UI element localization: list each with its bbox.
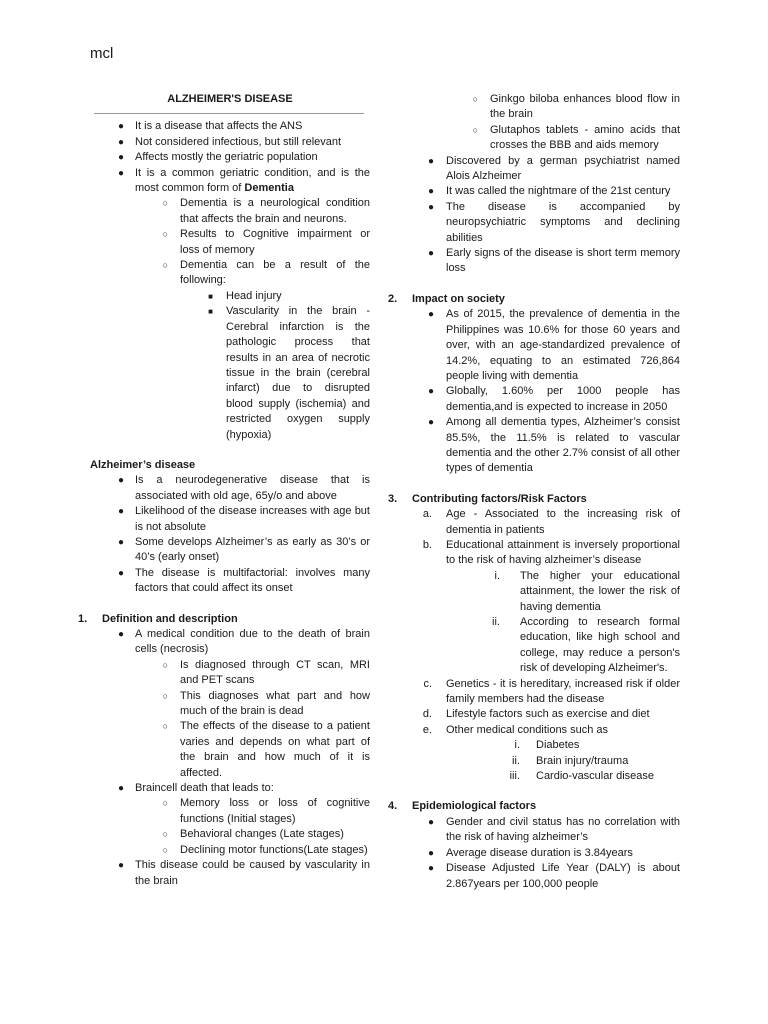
alzheimers-heading: Alzheimer’s disease xyxy=(90,458,196,471)
list-item: ● Braincell death that leads to: xyxy=(78,781,370,796)
bullet-icon: ● xyxy=(117,629,124,640)
circle-bullet-icon: ○ xyxy=(162,690,168,701)
circle-bullet-icon: ○ xyxy=(472,124,478,135)
square-bullet-icon: ■ xyxy=(208,291,213,301)
list-item: ○ Behavioral changes (Late stages) xyxy=(78,827,370,842)
list-item: ● The disease is multifactorial: involves many factors that could affect its onset xyxy=(78,566,370,597)
bullet-icon: ● xyxy=(117,860,124,872)
list-item: ● A medical condition due to the death of brain cells (necrosis) xyxy=(78,627,370,658)
alzheimers-list xyxy=(78,473,370,596)
list-item: ○ This diagnoses what part and how much of the brain is dead xyxy=(78,689,370,720)
list-item: ● Some develops Alzheimer’s as early as 30’s or 40’s (early onset) xyxy=(78,535,370,566)
bullet-icon: ● xyxy=(427,186,434,198)
impact-list xyxy=(388,307,680,476)
epidemiological-list xyxy=(388,815,680,892)
list-item: ● The disease is accompanied by neuropsychiatric symptoms and declining abilities xyxy=(388,200,680,246)
section-heading-epidemiological: 4. Epidemiological factors xyxy=(388,800,537,813)
page-header-label: mcl xyxy=(90,45,114,62)
bullet-icon: ● xyxy=(117,167,124,179)
list-item: d. Lifestyle factors such as exercise and diet xyxy=(422,708,650,721)
bullet-icon: ● xyxy=(117,121,124,133)
list-item: ● Early signs of the disease is short term memory loss xyxy=(388,246,680,277)
list-item: ii. Brain injury/trauma xyxy=(512,754,629,767)
section-heading-impact: 2. Impact on society xyxy=(388,292,505,305)
list-item: ■ Head injury xyxy=(78,289,370,304)
bullet-icon: ● xyxy=(427,248,434,260)
bullet-icon: ● xyxy=(117,783,124,795)
continued-list xyxy=(388,92,680,277)
list-item: ● As of 2015, the prevalence of dementia in the Philippines was 10.6% for those 60 years and over, with an age-standardized prevalence of 14.2%, equating to an estimated 726,864 people living with dementia xyxy=(388,307,680,384)
list-item: i. Diabetes xyxy=(514,739,580,752)
definition-list xyxy=(78,627,370,889)
circle-bullet-icon: ○ xyxy=(162,260,168,271)
list-item: i. The higher your educational attainment, the lower the risk of having dementia xyxy=(494,569,680,613)
list-item: ○ The effects of the disease to a patient varies and depends on what part of the brain and how much of it is affected. xyxy=(78,719,370,781)
list-item: ○ Dementia is a neurological condition that affects the brain and neurons. xyxy=(78,196,370,227)
circle-bullet-icon: ○ xyxy=(162,844,168,855)
right-column xyxy=(388,92,680,892)
section-heading-risk-factors: 3. Contributing factors/Risk Factors xyxy=(388,492,587,505)
left-column xyxy=(78,92,370,889)
circle-bullet-icon: ○ xyxy=(162,229,168,240)
circle-bullet-icon: ○ xyxy=(162,829,168,840)
list-item: a. Age - Associated to the increasing risk of dementia in patients xyxy=(422,508,680,536)
circle-bullet-icon: ○ xyxy=(162,659,168,670)
bullet-icon: ● xyxy=(427,816,434,828)
bullet-icon: ● xyxy=(117,567,124,579)
list-item: ● It is a common geriatric condition, and is the most common form of Dementia xyxy=(78,166,370,197)
risk-factors-list xyxy=(388,507,680,784)
list-item: ● Disease Adjusted Life Year (DALY) is about 2.867years per 100,000 people xyxy=(388,861,680,892)
circle-bullet-icon: ○ xyxy=(162,198,168,209)
list-item: ● Average disease duration is 3.84years xyxy=(388,846,680,861)
list-item: ○ Memory loss or loss of cognitive functions (Initial stages) xyxy=(78,796,370,827)
list-item: c. Genetics - it is hereditary, increased risk if older family members had the disease xyxy=(423,677,680,706)
list-item: ● Not considered infectious, but still relevant xyxy=(78,135,370,150)
list-item: ● It was called the nightmare of the 21st century xyxy=(388,184,680,199)
list-item: ii. According to research formal education, like high school and college, may reduce a person's risk of developing Alzheimer's. xyxy=(492,616,680,675)
bullet-icon: ● xyxy=(117,152,124,164)
document-title: ALZHEIMER'S DISEASE xyxy=(167,93,293,105)
list-item: ● Is a neurodegenerative disease that is associated with old age, 65y/o and above xyxy=(78,473,370,504)
bullet-icon: ● xyxy=(427,386,434,398)
list-item: ● Likelihood of the disease increases with age but is not absolute xyxy=(78,504,370,535)
list-item: iii. Cardio-vascular disease xyxy=(509,770,654,783)
section-heading-definition: 1. Definition and description xyxy=(78,612,238,625)
list-item: ○ Dementia can be a result of the following: xyxy=(78,258,370,289)
square-bullet-icon: ■ xyxy=(208,307,213,317)
bullet-icon: ● xyxy=(427,417,434,429)
intro-list xyxy=(78,119,370,443)
bullet-icon: ● xyxy=(117,136,124,148)
bullet-icon: ● xyxy=(117,536,124,548)
circle-bullet-icon: ○ xyxy=(472,94,478,104)
bullet-icon: ● xyxy=(427,309,434,321)
bullet-icon: ● xyxy=(117,506,124,518)
circle-bullet-icon: ○ xyxy=(162,798,168,809)
bullet-icon: ● xyxy=(427,847,434,859)
list-item: ● It is a disease that affects the ANS xyxy=(78,119,370,134)
list-item: ● This disease could be caused by vascularity in the brain xyxy=(78,858,370,889)
bullet-icon: ● xyxy=(427,155,434,167)
list-item: ○ Declining motor functions(Late stages) xyxy=(78,843,370,858)
list-item: ○ Is diagnosed through CT scan, MRI and PET scans xyxy=(78,658,370,689)
list-item: ○ Glutaphos tablets - amino acids that crosses the BBB and aids memory xyxy=(388,123,680,154)
dementia-term: Dementia xyxy=(244,182,294,195)
list-item: e. Other medical conditions such as xyxy=(422,723,609,736)
list-item: ■ Vascularity in the brain - Cerebral infarction is the pathologic process that results in an area of necrotic tissue in the brain (cerebral infarct) due to disrupted blood supply (ischemia) and restricted oxygen supply (hypoxia) xyxy=(78,304,370,443)
title-divider xyxy=(94,113,364,114)
list-item: ● Gender and civil status has no correlation with the risk of having alzheimer’s xyxy=(388,815,680,846)
list-item: ● Globally, 1.60% per 1000 people has dementia,and is expected to increase in 2050 xyxy=(388,384,680,415)
list-item: ○ Results to Cognitive impairment or loss of memory xyxy=(78,227,370,258)
circle-bullet-icon: ○ xyxy=(162,721,168,732)
list-item: ● Discovered by a german psychiatrist named Alois Alzheimer xyxy=(388,154,680,185)
list-item: ○ Ginkgo biloba enhances blood flow in the brain xyxy=(388,92,680,123)
bullet-icon: ● xyxy=(427,863,434,875)
bullet-icon: ● xyxy=(117,475,124,487)
list-item: ● Among all dementia types, Alzheimer’s consist 85.5%, the 11.5% is related to vascular dementia and the other 2.7% consist of all other types of dementia xyxy=(388,415,680,477)
list-item: b. Educational attainment is inversely proportional to the risk of having alzheimer’s disease xyxy=(422,538,680,567)
bullet-icon: ● xyxy=(427,201,434,213)
list-item: ● Affects mostly the geriatric population xyxy=(78,150,370,165)
